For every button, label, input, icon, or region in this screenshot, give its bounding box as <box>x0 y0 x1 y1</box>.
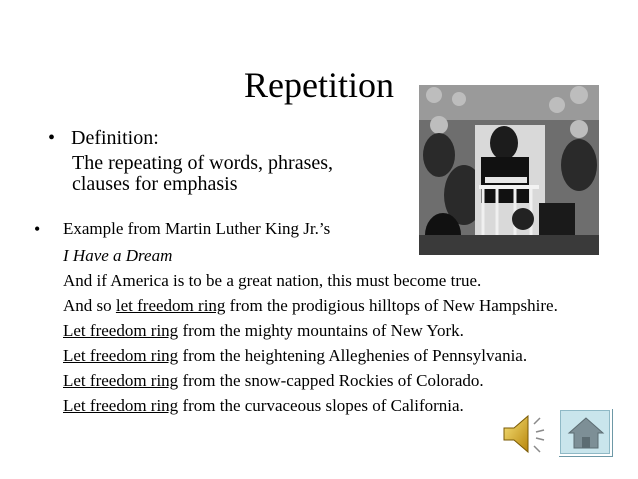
bullet-dot: • <box>48 127 56 149</box>
line-text: from the prodigious hilltops of New Hampshire. <box>225 296 558 315</box>
bullet-dot: • <box>34 219 41 239</box>
speech-excerpt <box>63 243 558 418</box>
line-link[interactable]: Let freedom ring <box>63 346 179 365</box>
definition-line: clauses for emphasis <box>72 173 238 195</box>
line-text: And if America is to be a great nation, this must become true. <box>63 271 482 290</box>
mlk-speech-photo <box>419 85 599 255</box>
example-label: Example from Martin Luther King Jr.’s <box>63 219 331 238</box>
slide-title: Repetition <box>244 65 394 105</box>
speech-line <box>63 293 558 318</box>
speech-line <box>63 393 558 418</box>
line-text: from the mighty mountains of New York. <box>178 321 464 340</box>
speech-line <box>63 343 558 368</box>
line-text: from the heightening Alleghenies of Pennsylvania. <box>178 346 528 365</box>
home-button[interactable] <box>558 408 612 456</box>
line-text: from the curvaceous slopes of California. <box>178 396 464 415</box>
speech-title: I Have a Dream <box>63 246 173 265</box>
line-link[interactable]: Let freedom ring <box>63 371 179 390</box>
line-link[interactable]: Let freedom ring <box>63 321 179 340</box>
speech-line <box>63 268 558 293</box>
definition-text <box>72 153 372 195</box>
line-text: And so <box>63 296 116 315</box>
speech-line <box>63 318 558 343</box>
speech-line <box>63 368 558 393</box>
speaker-icon[interactable] <box>498 408 550 460</box>
line-text: from the snow-capped Rockies of Colorado. <box>178 371 484 390</box>
line-link[interactable]: let freedom ring <box>115 296 226 315</box>
definition-line: The repeating of words, phrases, <box>72 152 334 174</box>
home-icon <box>567 416 605 450</box>
line-link[interactable]: Let freedom ring <box>63 396 179 415</box>
definition-label: Definition: <box>71 127 159 149</box>
